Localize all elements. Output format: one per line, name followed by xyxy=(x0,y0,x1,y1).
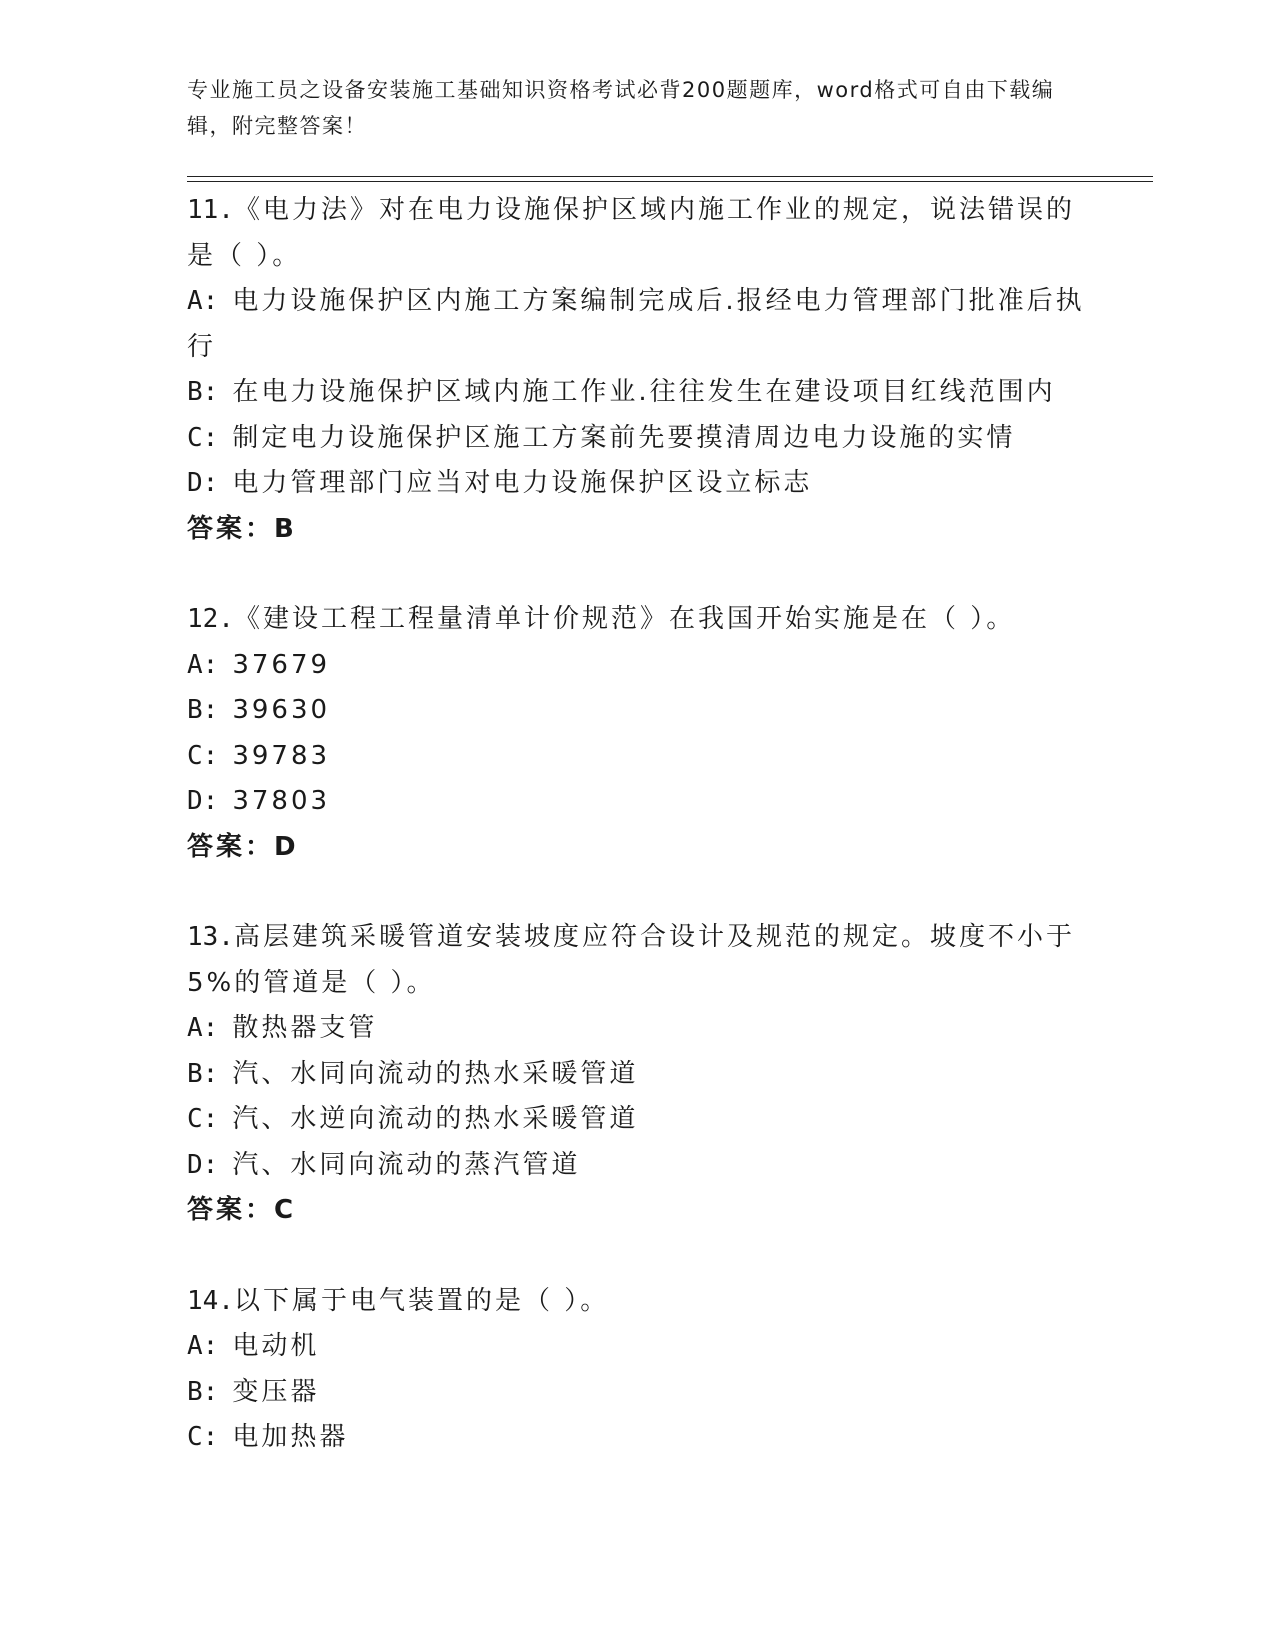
option-text: 电加热器 xyxy=(232,1422,349,1452)
option-text: 37803 xyxy=(232,786,331,816)
option-letter: C: xyxy=(187,1104,219,1134)
question-number: 11. xyxy=(187,195,234,225)
option-c xyxy=(187,734,1087,780)
option-text: 39783 xyxy=(232,740,331,771)
option-b xyxy=(187,370,1087,416)
option-text: 39630 xyxy=(232,695,331,725)
option-d xyxy=(187,779,1087,825)
question-text xyxy=(187,1279,1087,1325)
answer-value: D xyxy=(274,831,299,862)
question-stem: 高层建筑采暖管道安装坡度应符合设计及规范的规定。坡度不小于5%的管道是（ ）。 xyxy=(187,922,1075,998)
option-c xyxy=(187,416,1087,462)
option-letter: D: xyxy=(187,1149,219,1180)
answer-label: 答案： xyxy=(187,831,275,862)
option-b xyxy=(187,1052,1087,1098)
answer-line xyxy=(187,1188,1087,1234)
option-text: 电力管理部门应当对电力设施保护区设立标志 xyxy=(232,468,813,498)
option-letter: A: xyxy=(187,286,219,316)
answer-value: C xyxy=(274,1195,297,1225)
spacer xyxy=(187,552,1087,597)
option-b xyxy=(187,688,1087,734)
question-text xyxy=(187,915,1087,1006)
question-list xyxy=(187,188,1087,1461)
question-stem: 《电力法》对在电力设施保护区域内施工作业的规定，说法错误的是（ ）。 xyxy=(187,195,1075,271)
option-a xyxy=(187,643,1087,689)
option-letter: B: xyxy=(187,377,219,407)
option-text: 汽、水同向流动的蒸汽管道 xyxy=(232,1149,581,1180)
option-letter: C: xyxy=(187,1422,219,1452)
question-13 xyxy=(187,915,1087,1234)
document-title: 专业施工员之设备安装施工基础知识资格考试必背200题题库，word格式可自由下载编辑，附完整答案！ xyxy=(187,78,1055,138)
option-text: 电力设施保护区内施工方案编制完成后.报经电力管理部门批准后执行 xyxy=(187,286,1085,362)
option-letter: A: xyxy=(187,649,219,680)
option-text: 汽、水同向流动的热水采暖管道 xyxy=(232,1058,639,1089)
option-letter: D: xyxy=(187,786,219,816)
question-number: 13. xyxy=(187,922,234,952)
question-text xyxy=(187,597,1087,643)
option-c xyxy=(187,1097,1087,1143)
option-letter: C: xyxy=(187,422,219,453)
option-letter: B: xyxy=(187,695,219,725)
option-text: 变压器 xyxy=(232,1376,320,1407)
option-d xyxy=(187,461,1087,507)
spacer xyxy=(187,870,1087,915)
option-d xyxy=(187,1143,1087,1189)
question-stem: 《建设工程工程量清单计价规范》在我国开始实施是在（ ）。 xyxy=(233,604,1016,634)
option-letter: B: xyxy=(187,1058,219,1089)
question-stem: 以下属于电气装置的是（ ）。 xyxy=(233,1285,610,1316)
page-header xyxy=(187,72,1087,144)
option-letter: B: xyxy=(187,1376,219,1407)
option-text: 在电力设施保护区域内施工作业.往往发生在建设项目红线范围内 xyxy=(232,377,1056,407)
option-text: 汽、水逆向流动的热水采暖管道 xyxy=(232,1104,639,1134)
answer-line xyxy=(187,507,1087,553)
answer-label: 答案： xyxy=(187,513,275,544)
option-letter: C: xyxy=(187,740,219,771)
header-divider-bottom xyxy=(187,181,1153,182)
option-a xyxy=(187,1006,1087,1052)
option-text: 制定电力设施保护区施工方案前先要摸清周边电力设施的实情 xyxy=(232,422,1016,453)
option-a xyxy=(187,1324,1087,1370)
option-letter: A: xyxy=(187,1013,219,1043)
option-text: 散热器支管 xyxy=(232,1013,378,1043)
option-letter: D: xyxy=(187,468,219,498)
option-text: 电动机 xyxy=(232,1331,320,1361)
option-text: 37679 xyxy=(232,649,331,680)
option-a xyxy=(187,279,1087,370)
option-letter: A: xyxy=(187,1331,219,1361)
question-number: 14. xyxy=(187,1285,234,1316)
question-text xyxy=(187,188,1087,279)
header-divider-top xyxy=(187,176,1153,177)
question-11 xyxy=(187,188,1087,552)
question-12 xyxy=(187,597,1087,870)
question-number: 12. xyxy=(187,604,234,634)
option-b xyxy=(187,1370,1087,1416)
answer-line xyxy=(187,825,1087,871)
answer-label: 答案： xyxy=(187,1195,275,1225)
spacer xyxy=(187,1234,1087,1279)
option-c xyxy=(187,1415,1087,1461)
question-14 xyxy=(187,1279,1087,1461)
answer-value: B xyxy=(274,513,297,544)
